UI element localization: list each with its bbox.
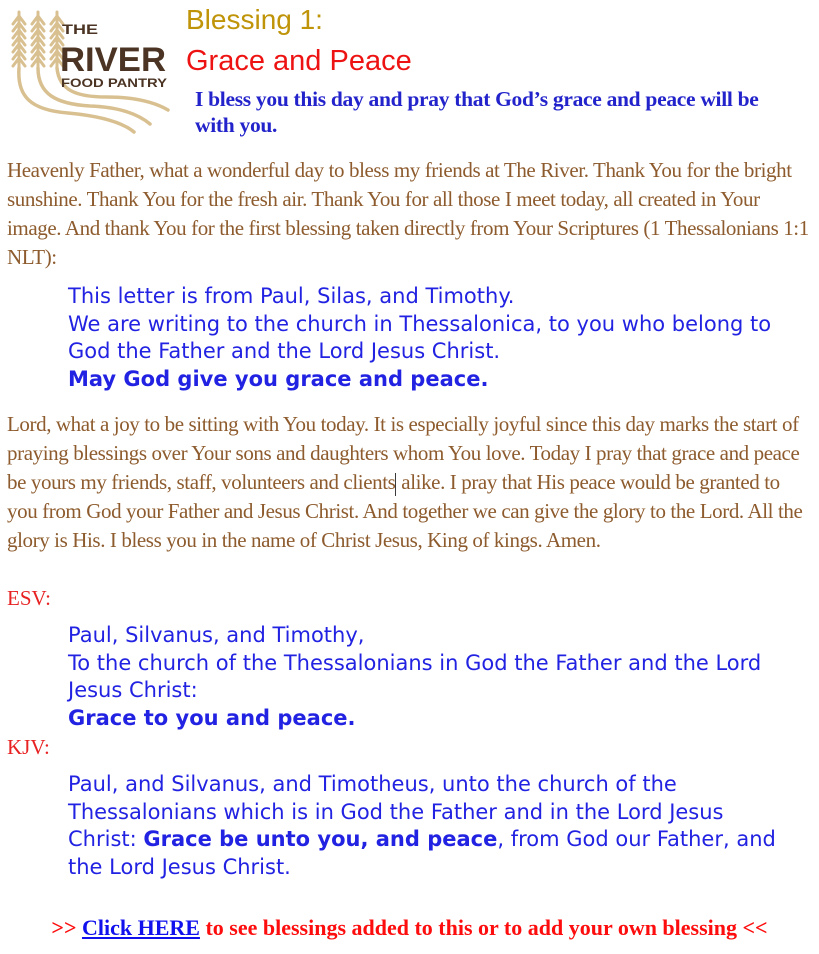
- prayer-text-after-cursor: alike. I pray that His peace would be granted to you from God your Father and Jesus Christ. And together we can give the glory to the Lord. All the glory is His. I bless you in the name of Christ Jesus, King of kings. Amen.: [7, 470, 803, 552]
- esv-label: ESV:: [7, 586, 51, 610]
- nlt-quote: [68, 283, 786, 393]
- prayer-text-before-cursor: Lord, what a joy to be sitting with You today. It is especially joyful since this day marks the start of praying blessings over Your sons and daughters whom You love. Today I pray that grace and peace be yours my friends, staff, volunteers and clients: [7, 412, 800, 494]
- opening-paragraph: Heavenly Father, what a wonderful day to bless my friends at The River. Thank You for the bright sunshine. Thank You for the fresh air. Thank You for all those I meet today, all created in Your image. And thank You for the first blessing taken directly from Your Scriptures (1 Thessalonians 1:1 NLT):: [7, 158, 809, 269]
- nlt-quote-bold-line: May God give you grace and peace.: [68, 366, 489, 391]
- footer-call-to-action: [7, 915, 812, 941]
- title-block: [186, 0, 819, 138]
- kjv-quote: [68, 771, 786, 881]
- footer-suffix: to see blessings added to this or to add your own blessing <<: [199, 915, 768, 940]
- logo-text-the: THE: [62, 21, 98, 37]
- logo-text-food-pantry: FOOD PANTRY: [61, 76, 167, 90]
- nlt-quote-line: This letter is from Paul, Silas, and Timothy.: [68, 284, 515, 308]
- esv-quote-line: To the church of the Thessalonians in God the Father and the Lord Jesus Christ:: [68, 650, 762, 702]
- blessing-lead-text: I bless you this day and pray that God’s grace and peace will be with you.: [195, 86, 759, 137]
- river-food-pantry-logo: [4, 4, 174, 134]
- kjv-label: KJV:: [7, 735, 50, 759]
- esv-quote-bold-line: Grace to you and peace.: [68, 705, 356, 730]
- esv-quote-line: Paul, Silvanus, and Timothy,: [68, 623, 365, 647]
- page-title: Blessing 1:: [186, 4, 323, 35]
- text-cursor-caret: [395, 473, 396, 496]
- header: [0, 0, 819, 142]
- page-subtitle: Grace and Peace: [186, 44, 412, 77]
- nlt-quote-line: We are writing to the church in Thessalonica, to you who belong to God the Father and the Lord Jesus Christ.: [68, 311, 772, 363]
- prayer-paragraph: [7, 410, 812, 555]
- esv-quote: [68, 622, 786, 732]
- logo-text-river: RIVER: [60, 41, 166, 79]
- kjv-quote-bold-text: Grace be unto you, and peace: [143, 827, 498, 851]
- click-here-link[interactable]: Click HERE: [81, 915, 200, 940]
- document-body: [0, 156, 819, 941]
- kjv-quote-text: , from God our Father, and the Lord Jesus Christ.: [68, 827, 776, 879]
- footer-prefix: >>: [51, 915, 82, 940]
- kjv-quote-text: Paul, and Silvanus, and Timotheus, unto the church of the Thessalonians which is in God the Father and in the Lord Jesus Christ:: [68, 772, 724, 851]
